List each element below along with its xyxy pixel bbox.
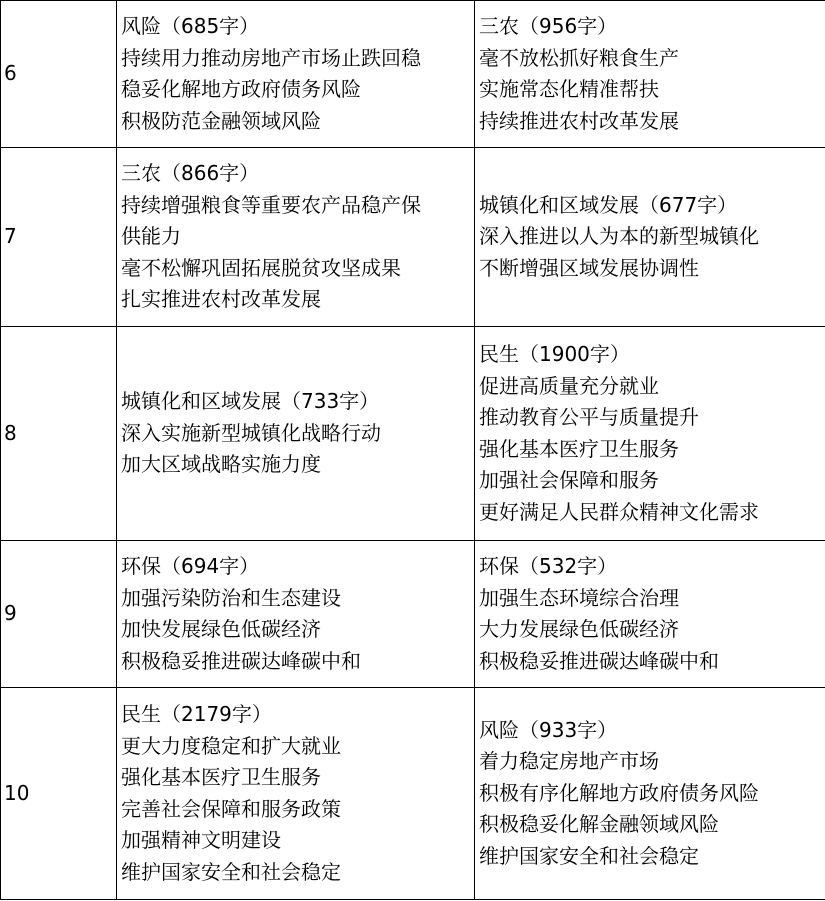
cell-line: 稳妥化解地方政府债务风险 — [121, 77, 361, 101]
cell-line: 持续增强粮食等重要农产品稳产保 — [121, 192, 421, 217]
table-row — [1, 327, 825, 541]
right-cell — [475, 148, 825, 327]
cell-line: 积极稳妥推进碳达峰碳中和 — [121, 648, 361, 673]
row-number: 10 — [1, 688, 117, 900]
cell-title: 环保（532字） — [479, 554, 618, 578]
row-number: 6 — [1, 1, 117, 148]
cell-line: 深入实施新型城镇化战略行动 — [121, 420, 381, 445]
cell-line: 着力稳定房地产市场 — [479, 749, 659, 774]
cell-line: 促进高质量充分就业 — [479, 373, 659, 398]
cell-line: 维护国家安全和社会稳定 — [479, 843, 699, 868]
row-number: 9 — [1, 541, 117, 688]
cell-line: 加快发展绿色低碳经济 — [121, 617, 321, 641]
cell-line: 大力发展绿色低碳经济 — [479, 617, 679, 641]
right-cell — [475, 327, 825, 541]
cell-line: 推动教育公平与质量提升 — [479, 405, 699, 429]
left-cell — [117, 688, 475, 900]
cell-line: 持续用力推动房地产市场止跌回稳 — [121, 45, 421, 70]
cell-line: 持续推进农村改革发展 — [479, 108, 679, 133]
left-cell — [117, 541, 475, 688]
cell-line: 加大区域战略实施力度 — [121, 452, 321, 477]
table-row — [1, 688, 825, 900]
cell-title: 城镇化和区域发展（733字） — [121, 389, 380, 414]
left-cell — [117, 1, 475, 148]
cell-title: 风险（933字） — [479, 717, 618, 742]
cell-title: 三农（956字） — [479, 14, 618, 38]
cell-line: 强化基本医疗卫生服务 — [479, 436, 679, 461]
cell-title: 城镇化和区域发展（677字） — [479, 192, 738, 217]
cell-line: 强化基本医疗卫生服务 — [121, 765, 321, 789]
cell-line: 深入推进以人为本的新型城镇化 — [479, 224, 759, 249]
row-number: 8 — [1, 327, 117, 541]
cell-line: 完善社会保障和服务政策 — [121, 796, 341, 821]
table-row — [1, 148, 825, 327]
cell-line: 积极防范金融领域风险 — [121, 108, 321, 133]
row-number: 7 — [1, 148, 117, 327]
cell-line: 扎实推进农村改革发展 — [121, 287, 321, 312]
cell-title: 三农（866字） — [121, 161, 260, 186]
left-cell — [117, 327, 475, 541]
cell-line: 更大力度稳定和扩大就业 — [121, 733, 341, 758]
cell-title: 风险（685字） — [121, 14, 260, 38]
cell-line: 加强精神文明建设 — [121, 828, 281, 852]
table-row — [1, 541, 825, 688]
cell-line: 实施常态化精准帮扶 — [479, 77, 659, 101]
left-cell — [117, 148, 475, 327]
cell-line: 积极稳妥推进碳达峰碳中和 — [479, 648, 719, 673]
cell-line: 积极稳妥化解金融领域风险 — [479, 812, 719, 837]
cell-line: 更好满足人民群众精神文化需求 — [479, 499, 759, 524]
right-cell — [475, 1, 825, 148]
table-row — [1, 1, 825, 148]
cell-line: 毫不松懈巩固拓展脱贫攻坚成果 — [121, 255, 401, 280]
cell-line: 供能力 — [121, 224, 181, 249]
cell-title: 民生（2179字） — [121, 702, 272, 726]
cell-line: 加强生态环境综合治理 — [479, 585, 679, 610]
cell-line: 积极有序化解地方政府债务风险 — [479, 780, 759, 805]
right-cell — [475, 541, 825, 688]
cell-line: 维护国家安全和社会稳定 — [121, 859, 341, 884]
cell-line: 加强社会保障和服务 — [479, 468, 659, 492]
cell-title: 民生（1900字） — [479, 342, 630, 366]
cell-title: 环保（694字） — [121, 554, 260, 578]
right-cell — [475, 688, 825, 900]
cell-line: 加强污染防治和生态建设 — [121, 585, 341, 610]
cell-line: 毫不放松抓好粮食生产 — [479, 45, 679, 70]
cell-line: 不断增强区域发展协调性 — [479, 255, 699, 280]
